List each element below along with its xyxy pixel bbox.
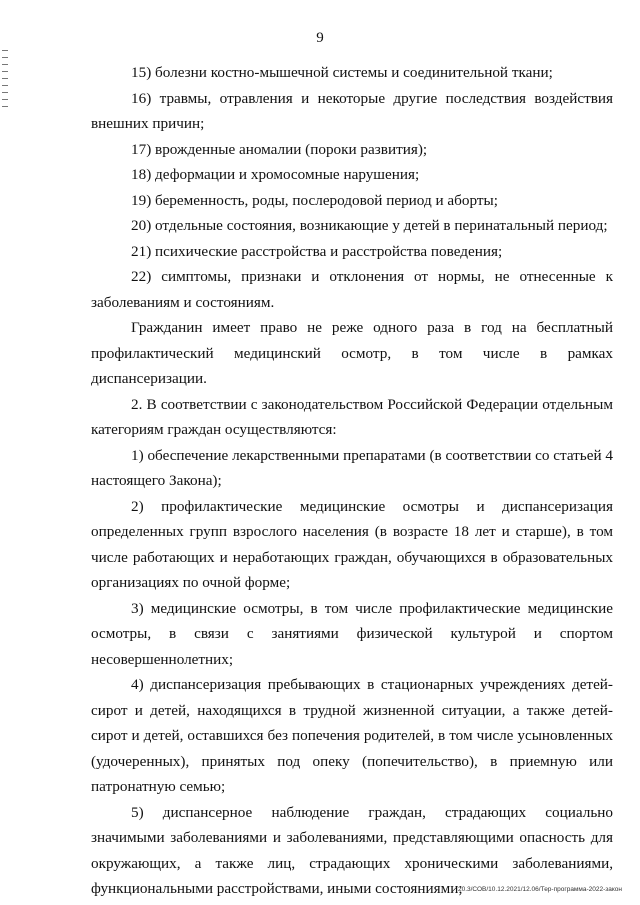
list-item-17: 17) врожденные аномалии (пороки развития);: [131, 140, 428, 158]
document-footer-code: 20.3/СОВ/10.12.2021/12.06/Тер-программа-2022-закон: [457, 886, 622, 893]
section-2-item-1: 1) обеспечение лекарственными препаратами (в соответствии со статьей 4 настоящего Закона);: [91, 446, 613, 489]
section-2-intro: 2. В соответствии с законодательством Российской Федерации отдельным категориям граждан осуществляются:: [91, 395, 613, 438]
list-item-22: 22) симптомы, признаки и отклонения от нормы, не отнесенные к заболеваниям и состояниям.: [91, 268, 613, 311]
section-2-item-5: 5) диспансерное наблюдение граждан, страдающих социально значимыми заболеваниями и заболеваниями, представляющими опасность для окружающих, а также лиц, страдающих хроническими заболеваниями, функциональными расстройствами, иными состояниями;: [91, 803, 613, 897]
list-item-20: 20) отдельные состояния, возникающие у детей в перинатальный период;: [131, 217, 608, 234]
list-item-21: 21) психические расстройства и расстройства поведения;: [131, 242, 503, 260]
section-2-item-2: 2) профилактические медицинские осмотры и диспансеризация определенных групп взрослого населения (в возрасте 18 лет и старше), в том числе работающих и неработающих граждан, обучающихся в образовательных организациях по очной форме;: [91, 497, 613, 591]
margin-scan-marks: [2, 50, 8, 140]
paragraph-checkup-right: Гражданин имеет право не реже одного раза в год на бесплатный профилактический медицинский осмотр, в том числе в рамках диспансеризации.: [91, 319, 613, 387]
section-2-item-4: 4) диспансеризация пребывающих в стационарных учреждениях детей-сирот и детей, находящихся в трудной жизненной ситуации, а также детей-сирот и детей, оставшихся без попечения родителей, в том числе усыновленных (удочеренных), принятых под опеку (попечительство), в приемную или патронатную семью;: [91, 676, 613, 795]
page-number: 9: [316, 30, 324, 46]
list-item-16: 16) травмы, отравления и некоторые другие последствия воздействия внешних причин;: [91, 89, 613, 132]
document-body: [91, 60, 613, 902]
list-item-19: 19) беременность, роды, послеродовой период и аборты;: [131, 191, 498, 209]
list-item-18: 18) деформации и хромосомные нарушения;: [131, 166, 420, 183]
section-2-item-3: 3) медицинские осмотры, в том числе профилактические медицинские осмотры, в связи с занятиями физической культурой и спортом несовершеннолетних;: [91, 599, 613, 668]
list-item-15: 15) болезни костно-мышечной системы и соединительной ткани;: [131, 64, 553, 81]
